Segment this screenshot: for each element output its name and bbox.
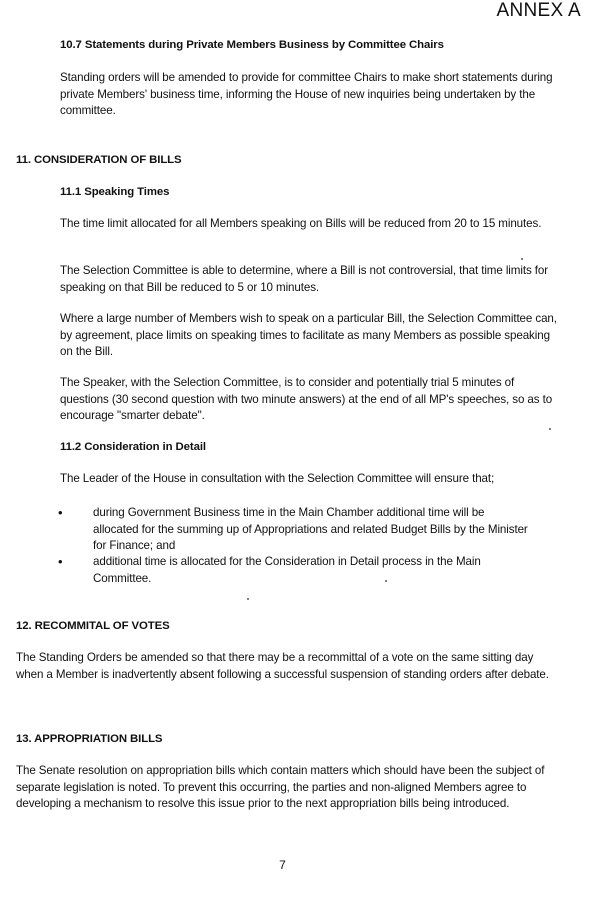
section-13-body: The Senate resolution on appropriation bills which contain matters which should have been the subject of separate legislation is noted. To prevent this occurring, the parties and non-aligned Members agree to developing a mechanism to resolve this issue prior to the next appropriation bills being introduced. [16, 764, 545, 810]
bullet-icon: • [58, 505, 63, 520]
section-11-1-para-2: The Selection Committee is able to determine, where a Bill is not controversial, that time limits for speaking on that Bill be reduced to 5 or 10 minutes. [60, 264, 548, 294]
section-11-1-para-4: The Speaker, with the Selection Committee, is to consider and potentially trial 5 minutes of questions (30 second question with two minute answers) at the end of all MP's speeches, so as to encourage "smarter debate". [60, 376, 553, 422]
scan-speck [247, 598, 249, 600]
section-12-body: The Standing Orders be amended so that there may be a recommittal of a vote on the same sitting day when a Member is inadvertently absent following a successful suspension of standing orders after debate. [16, 651, 549, 681]
scan-speck [385, 580, 387, 582]
section-11-2-intro: The Leader of the House in consultation with the Selection Committee will ensure that; [60, 472, 495, 485]
list-item: during Government Business time in the Main Chamber additional time will be allocated for the summing up of Appropriations and related Budget Bills by the Minister for Finance; and [93, 506, 528, 552]
annex-label: ANNEX A [496, 0, 581, 21]
scan-speck [521, 258, 523, 260]
bullet-icon: • [58, 554, 63, 569]
section-13-heading: 13. APPROPRIATION BILLS [16, 733, 163, 745]
section-11-1-para-3: Where a large number of Members wish to speak on a particular Bill, the Selection Committee can, by agreement, place limits on speaking times to facilitate as many Members as possible speaking on the Bill. [60, 312, 557, 358]
section-11-1-heading: 11.1 Speaking Times [60, 186, 170, 198]
section-11-2-heading: 11.2 Consideration in Detail [60, 441, 206, 453]
section-11-1-para-1: The time limit allocated for all Members speaking on Bills will be reduced from 20 to 15 minutes. [60, 217, 542, 230]
list-item: additional time is allocated for the Consideration in Detail process in the Main Committee. [93, 555, 481, 585]
section-12-heading: 12. RECOMMITAL OF VOTES [16, 620, 170, 632]
section-11-heading: 11. CONSIDERATION OF BILLS [16, 154, 182, 166]
scan-speck [549, 428, 551, 430]
section-10-7-heading: 10.7 Statements during Private Members Business by Committee Chairs [60, 39, 444, 51]
section-10-7-body: Standing orders will be amended to provide for committee Chairs to make short statements during private Members' business time, informing the House of new inquiries being undertaken by the committee. [60, 71, 553, 117]
page-number: 7 [279, 858, 286, 872]
